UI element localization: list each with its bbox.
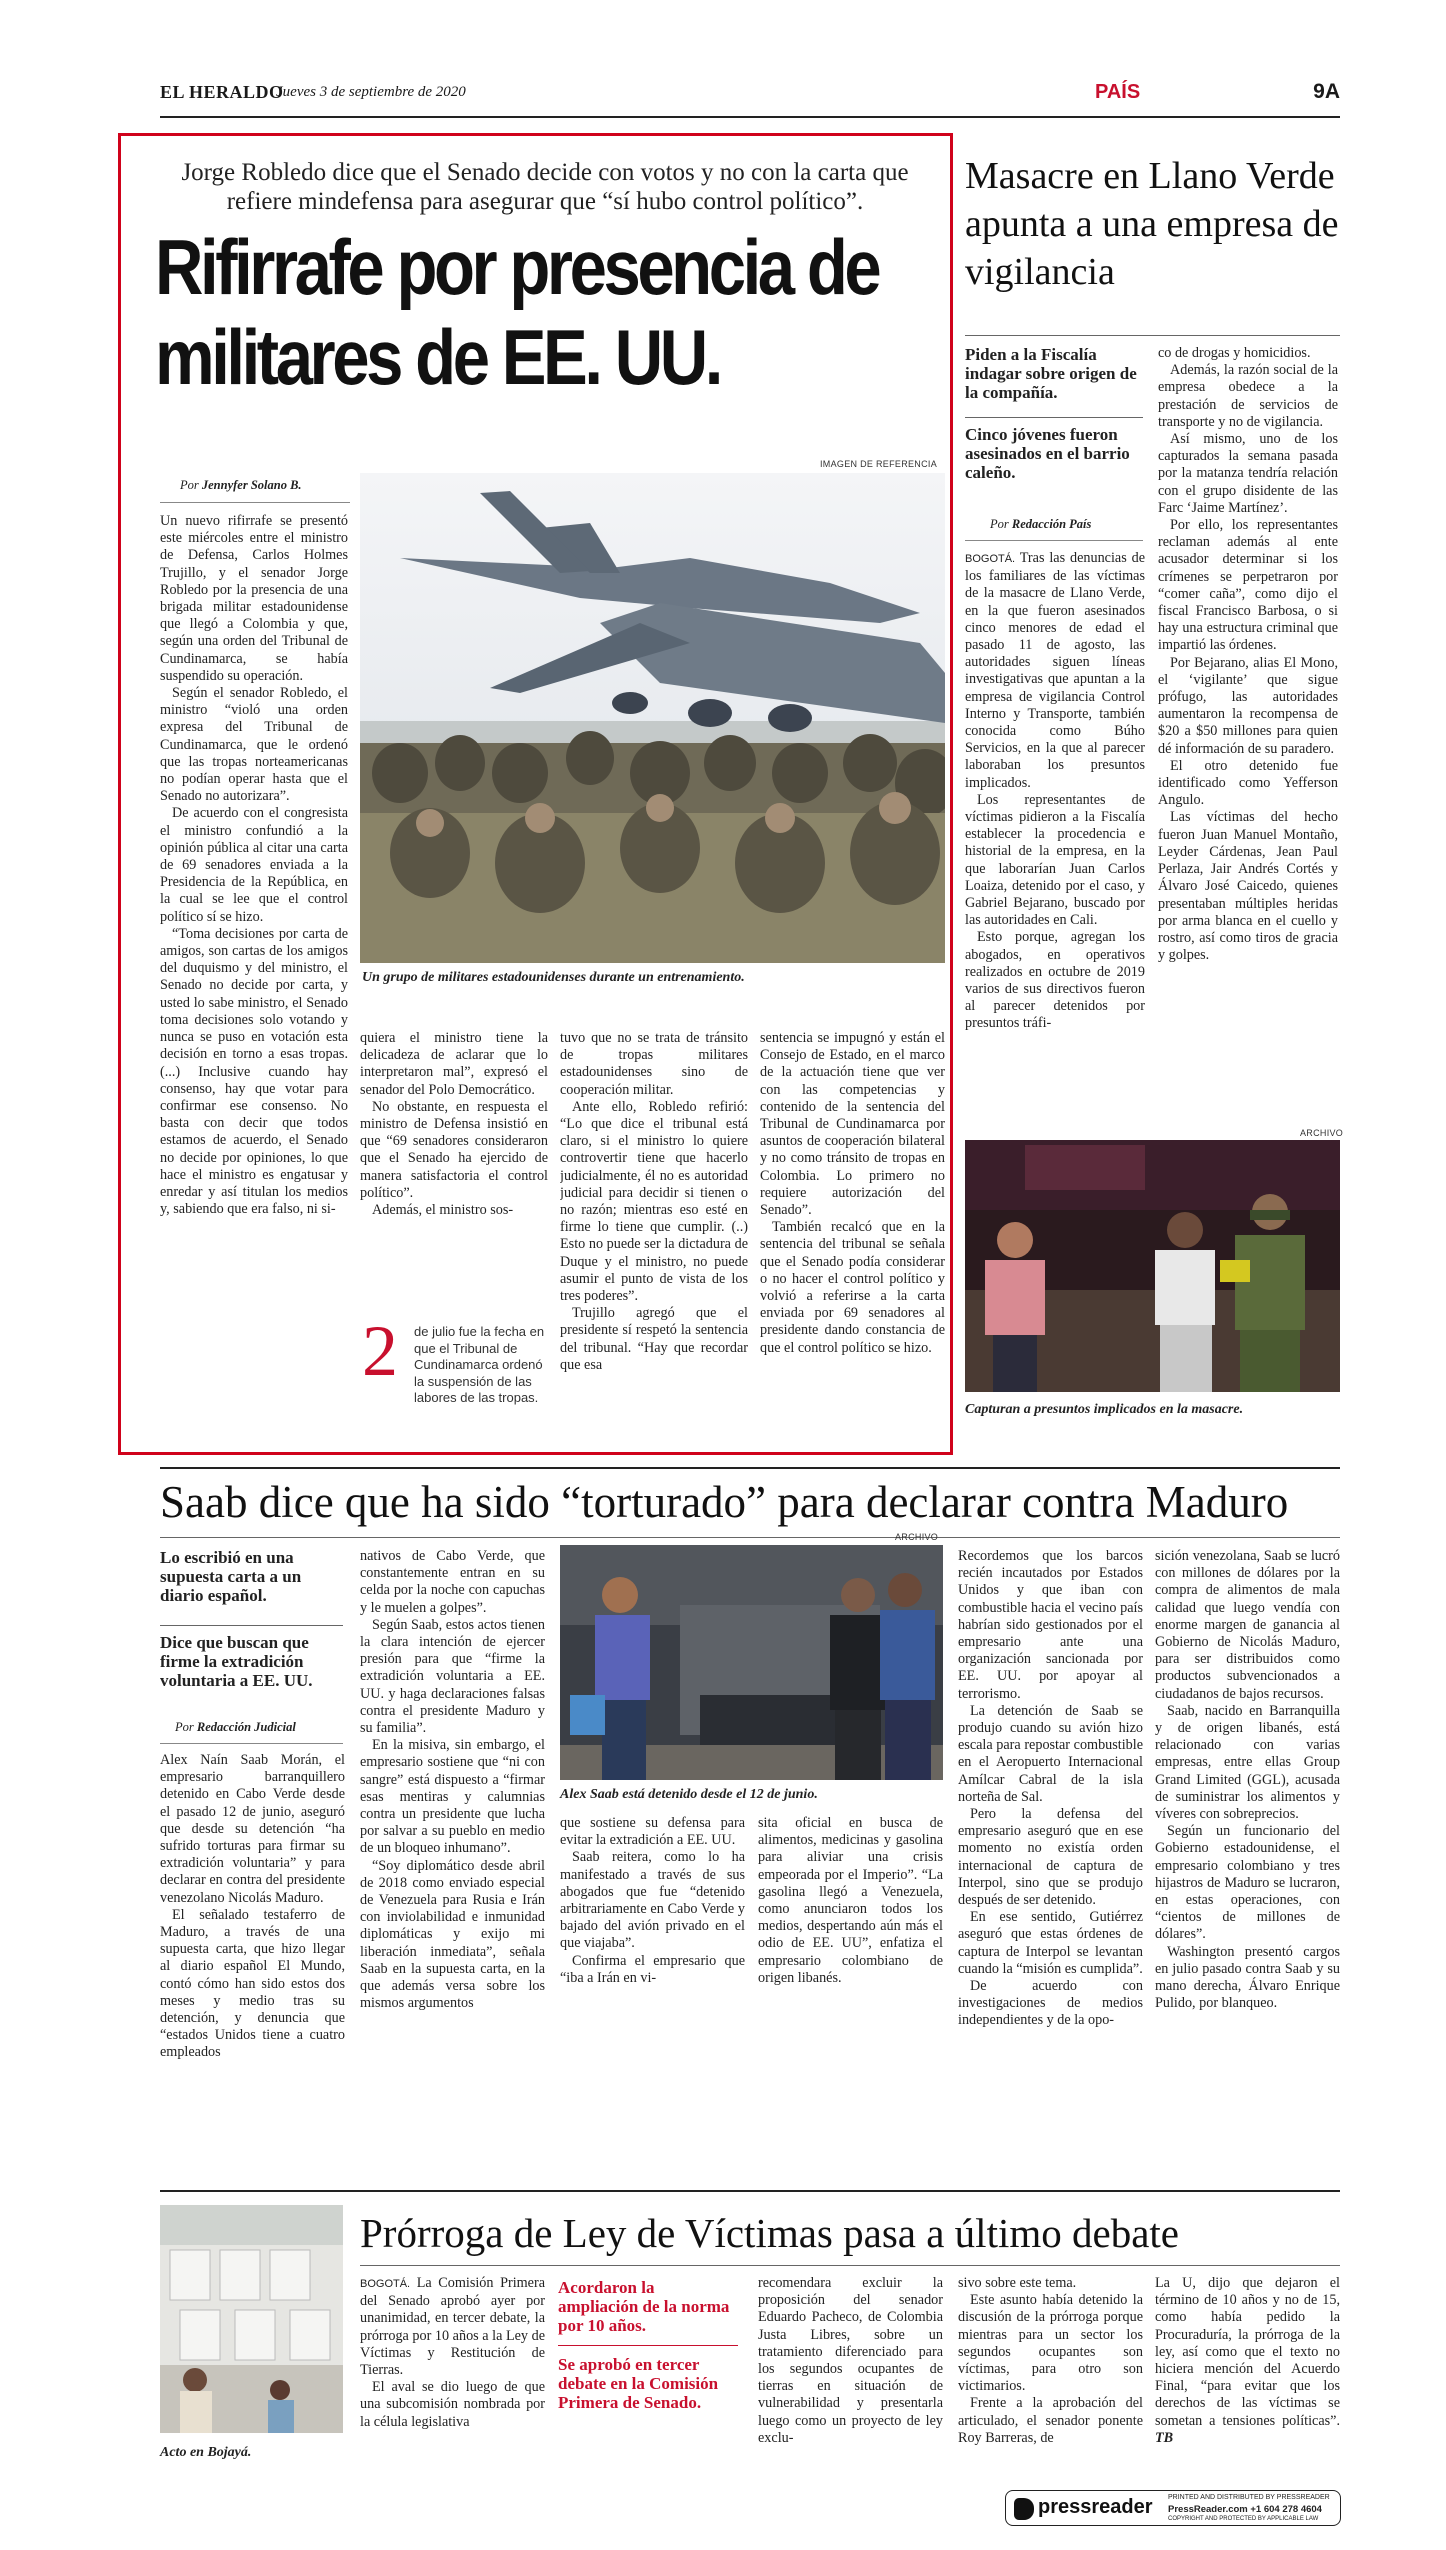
victimas-dateline: BOGOTÁ. xyxy=(360,2278,411,2290)
paper-name: EL HERALDO xyxy=(160,82,284,102)
victimas-p7-text: La U, dijo que dejaron el término de 10 años y no de 15, como había pedido la Procuraduría, la prórroga de la ley, así como que el texto no hiciera mención del Acuerdo Final, “para evitar que los derechos de las víctimas se sometan a tensiones políticas”. xyxy=(1155,2275,1340,2429)
masacre-p8: Por Bejarano, alias El Mono, el ‘vigilante’ que sigue prófugo, las autoridades aumentaron la recompensa de $20 a $50 millones para quien dé información de su paradero. xyxy=(1158,654,1338,757)
victimas-p3: recomendara excluir la proposición del senador Eduardo Pacheco, de Colombia Justa Libres, sobre un tratamiento diferenciado para los segundos ocupantes de tierras en situación de vulnerabilidad y presentarla luego como un proyecto de ley exclu- xyxy=(758,2275,943,2446)
byline-author: Jennyfer Solano B. xyxy=(201,478,302,492)
victimas-image xyxy=(160,2205,343,2433)
masacre-byline-rule xyxy=(965,540,1143,541)
victimas-p2: El aval se dio luego de que una subcomisión nombrada por la célula legislativa xyxy=(360,2379,545,2430)
masacre-image xyxy=(965,1140,1340,1392)
victimas-headline-rule xyxy=(360,2265,1340,2266)
saab-p2: El señalado testaferro de Maduro, a través de una supuesta carta, que hizo llegar al diario español El Mundo, contó cómo han sido estos dos meses y medio tras su detención, y denuncia que “estados Unidos tiene a cuatro empleados xyxy=(160,1906,345,2061)
robledo-p11: sentencia se impugnó y están el Consejo de Estado, en el marco de la actuación tiene que ver con las competencias y contenido de la sentencia del Tribunal de Cundinamarca por asuntos de cooperación bilateral y no como tránsito de tropas en Colombia. Lo primero no requiere autorización del Senado”. xyxy=(760,1030,945,1219)
victimas-photo xyxy=(160,2205,343,2433)
saab-col-5 xyxy=(958,1548,1143,2178)
victimas-p5: Este asunto había detenido la discusión de la prórroga porque mientras para un sector los segundos ocupantes son víctimas, para otro son victimarios. xyxy=(958,2292,1143,2395)
saab-byline xyxy=(175,1720,296,1735)
masacre-dek-2: Cinco jóvenes fueron asesinados en el barrio caleño. xyxy=(965,425,1130,482)
victimas-p4: sivo sobre este tema. xyxy=(958,2275,1077,2291)
masacre-dek-1: Piden a la Fiscalía indagar sobre origen de la compañía. xyxy=(965,345,1137,402)
robledo-p1: Un nuevo rifirrafe se presentó este miércoles entre el ministro de Defensa, Carlos Holmes Trujillo, y el senador Jorge Robledo por la presencia de una brigada militar estadounidense que llegó a Colombia y que, según una orden del Tribunal de Cundinamarca, se había suspendido su operación. xyxy=(160,513,348,684)
saab-p7: que sostiene su defensa para evitar la extradición a EE. UU. xyxy=(560,1815,745,1849)
victimas-dek-2: Se aprobó en tercer debate en la Comisión Primera de Senado. xyxy=(558,2355,719,2412)
masacre-dateline: BOGOTÁ. xyxy=(965,553,1016,565)
masacre-p10: Las víctimas del hecho fueron Juan Manuel Montaño, Leyder Cárdenas, Jean Paul Perlaza, Jair Andrés Cortés y Álvaro José Caicedo, quienes presentaban múltiples heridas por arma blanca en el cuello y rostro, así como tiros de gracia y golpes. xyxy=(1158,809,1338,964)
saab-p15: De acuerdo con investigaciones de medios independientes y de la opo- xyxy=(958,1978,1143,2029)
robledo-col-3 xyxy=(560,1030,748,1440)
masacre-p2: Los representantes de víctimas pidieron a la Fiscalía establecer la procedencia e historial de la empresa, en la que laborarían Juan Carlos Loaiza, detenido por el caso, y Gabriel Bejarano, buscado por las autoridades en Cali. xyxy=(965,791,1145,929)
saab-col-1 xyxy=(160,1752,345,2177)
saab-photo xyxy=(560,1545,943,1780)
masacre-headline: Masacre en Llano Verde apunta a una empresa de vigilancia xyxy=(965,155,1339,293)
saab-col-2 xyxy=(360,1548,545,2178)
pressreader-line-3: COPYRIGHT AND PROTECTED BY APPLICABLE LAW xyxy=(1168,2516,1319,2522)
robledo-col-2 xyxy=(360,1030,548,1318)
saab-dek-rule xyxy=(160,1625,343,1626)
victimas-col-1 xyxy=(360,2275,545,2480)
pull-stat xyxy=(360,1311,550,1428)
masacre-photo-credit: ARCHIVO xyxy=(1300,1128,1344,1138)
masacre-p5: Además, la razón social de la empresa obedece a la prestación de servicios de transporte y no de vigilancia. xyxy=(1158,362,1338,430)
robledo-headline: Rifirrafe por presencia de militares de EE. UU. xyxy=(155,223,879,401)
robledo-byline-rule xyxy=(160,502,350,503)
saab-col-4 xyxy=(758,1815,943,2175)
robledo-p7: Además, el ministro sos- xyxy=(372,1202,514,1219)
saab-p5: En la misiva, sin embargo, el empresario sostiene que “ni con sangre” está dispuesto a “firmar esas mentiras y calumnias contra un presidente que lucha por salvar a su pueblo en medio de un bloqueo inhumano”. xyxy=(360,1737,545,1857)
saab-p8: Saab reitera, como lo ha manifestado a través de sus abogados que fue “detenido arbitrariamente en Cabo Verde y bajado del avión privado en el que viajaba”. xyxy=(560,1849,745,1952)
saab-image xyxy=(560,1545,943,1780)
masacre-byline xyxy=(990,517,1091,532)
saab-photo-credit: ARCHIVO xyxy=(895,1532,939,1542)
robledo-photo-credit: IMAGEN DE REFERENCIA xyxy=(820,459,938,469)
saab-p3: nativos de Cabo Verde, que constantemente entran en su celda por la noche con capuchas y le muelen a golpes”. xyxy=(360,1548,545,1616)
masacre-col-1 xyxy=(965,550,1145,1100)
masthead xyxy=(160,80,1340,114)
saab-p17: Saab, nacido en Barranquilla y de origen libanés, está relacionado con varias empresas, entre ellas Group Grand Limited (GGL), acusada de suministrar los alimentos y víveres con sobreprecios. xyxy=(1155,1702,1340,1823)
masacre-p4: co de drogas y homicidios. xyxy=(1158,345,1311,361)
byline-prefix: Por xyxy=(180,478,202,492)
victimas-photo-caption: Acto en Bojayá. xyxy=(160,2445,252,2460)
saab-p12: La detención de Saab se produjo cuando su avión hizo escala para repostar combustible en el Aeropuerto Internacional Amílcar Cabral de la isla norteña de Sal. xyxy=(958,1702,1143,1805)
masacre-dek-rule xyxy=(965,417,1143,418)
robledo-p5: quiera el ministro tiene la delicadeza de aclarar que lo interpretaron mal”, expresó el senador del Polo Democrático. xyxy=(360,1030,548,1098)
victimas-p1 xyxy=(360,2275,545,2379)
victimas-headline: Prórroga de Ley de Víctimas pasa a último debate xyxy=(360,2210,1179,2256)
saab-p13: Pero la defensa del empresario aseguró que en ese momento no existía orden internacional de captura de Interpol, sino que se produjo después de ser detenido. xyxy=(958,1806,1143,1909)
saab-photo-caption: Alex Saab está detenido desde el 12 de junio. xyxy=(560,1787,818,1802)
saab-headline: Saab dice que ha sido “torturado” para declarar contra Maduro xyxy=(160,1477,1289,1527)
saab-p10: sita oficial en busca de alimentos, medicinas y gasolina para aliviar una crisis empeorada por el Imperio”. “La gasolina llegó a Venezuela, como anunciaron todos los medios, despertando aún más el odio de EE. UU”, enfatiza el empresario colombiano de origen libanés. xyxy=(758,1815,943,1986)
saab-p14: En ese sentido, Gutiérrez aseguró que estas órdenes de captura de Interpol se levantan cuando la “misión es cumplida”. xyxy=(958,1909,1143,1977)
saab-p19: Washington presentó cargos en julio pasado contra Saab y su mano derecha, Álvaro Enrique Pulido, por blanqueo. xyxy=(1155,1943,1340,2012)
saab-dek-1: Lo escribió en una supuesta carta a un diario español. xyxy=(160,1548,302,1605)
masacre-col-2 xyxy=(1158,345,1338,1107)
pull-stat-number: 2 xyxy=(362,1311,398,1391)
victimas-dek-1: Acordaron la ampliación de la norma por 10 años. xyxy=(558,2278,730,2335)
pressreader-line-2: PressReader.com +1 604 278 4604 xyxy=(1168,2504,1322,2515)
military-image xyxy=(360,473,945,963)
robledo-p12: También recalcó que en la sentencia del tribunal se señala que el Senado podía considerar o no hacer el control político y volvió a referirse a la carta enviada por 69 senadores al presidente dando constancia de que el control político se hizo. xyxy=(760,1219,945,1356)
masacre-p7: Por ello, los representantes reclaman además al ente acusador determinar si los crímenes se perpetraron por “comer caña”, como dijo el fiscal Francisco Barbosa, o si hay una estructura criminal que impartió las órdenes. xyxy=(1158,517,1338,654)
masacre-photo-caption: Capturan a presuntos implicados en la masacre. xyxy=(965,1402,1244,1417)
robledo-byline xyxy=(180,478,302,493)
masacre-p1-text: Tras las denuncias de los familiares de las víctimas de la masacre de Llano Verde, en la que fueron asesinados cinco menores de edad el pasado 11 de agosto, las autoridades siguen líneas investigativas que apuntan a la empresa de vigilancia Control Interno y Transporte, también conocida como Búho Servicios, en la que al parecer laboraban los presuntos implicados. xyxy=(965,550,1145,791)
robledo-kicker: Jorge Robledo dice que el Senado decide con votos y no con la carta que refiere mindefensa para asegurar que “sí hubo control político”. xyxy=(181,159,909,215)
saab-headline-rule xyxy=(160,1537,1340,1538)
robledo-col-4 xyxy=(760,1030,945,1440)
masacre-p3: Esto porque, agregan los abogados, en operativos realizados en octubre de 2019 varios de sus directivos fueron al parecer detenidos por presuntos tráfi- xyxy=(965,929,1145,1032)
saab-p9: Confirma el empresario que “iba a Irán en vi- xyxy=(560,1952,745,1986)
section-divider-2 xyxy=(160,2190,1340,2192)
victimas-p7 xyxy=(1155,2275,1340,2447)
victimas-p1-text: La Comisión Primera del Senado aprobó ayer por unanimidad, en tercer debate, la prórroga por 10 años a la Ley de Víctimas y Restitución de Tierras. xyxy=(360,2275,545,2379)
saab-byline-author: Redacción Judicial xyxy=(196,1720,296,1734)
saab-p16: sición venezolana, Saab se lucró con millones de dólares por la compra de alimentos de mala calidad que luego vendía con enorme margen de ganancia al Gobierno de Nicolás Maduro, para ser distribuidos como productos subvencionados a ciudadanos de bajos recursos. xyxy=(1155,1548,1340,1702)
saab-p18: Según un funcionario del Gobierno estadounidense, el empresario colombiano y tres hijastros de Maduro se lucraron, en estas operaciones, con “cientos de millones de dólares”. xyxy=(1155,1823,1340,1943)
masacre-p1 xyxy=(965,550,1145,792)
masacre-headline-rule xyxy=(965,335,1340,336)
robledo-col-1 xyxy=(160,513,348,1448)
robledo-photo-caption: Un grupo de militares estadounidenses durante un entrenamiento. xyxy=(362,970,745,985)
section-label: PAÍS xyxy=(1095,81,1141,103)
robledo-p4: “Toma decisiones por carta de amigos, son cartas de los amigos del duquismo y del ministro, el Senado no decide por carta, y usted lo sabe ministro, el Senado toma decisiones solo votando y nunca se puso en votación esta decisión en torno a esas tropas. (...) Inclusive cuando hay consenso, hay que votar para confirmar ese consenso. No basta con decir que todos estamos de acuerdo, el Senado no decide por opiniones, lo que hace el ministro es engatusar y enredar y así titulan los medios y, sabiendo que era falso, ni si- xyxy=(160,925,348,1218)
saab-byline-rule xyxy=(160,1743,343,1744)
pressreader-badge[interactable] xyxy=(1005,2490,1341,2526)
victimas-signature: TB xyxy=(1155,2429,1174,2446)
victimas-col-4 xyxy=(1155,2275,1340,2480)
masthead-rule xyxy=(160,116,1340,118)
victimas-col-2 xyxy=(758,2275,943,2480)
pull-stat-text: de julio fue la fecha en que el Tribunal de Cundinamarca ordenó la suspensión de las labores de las tropas. xyxy=(414,1324,545,1405)
victimas-dek-rule xyxy=(558,2345,738,2346)
robledo-p6: No obstante, en respuesta el ministro de Defensa insistió en que “69 senadores consideraron que el Senado ha ejercido de manera satisfactoria el control político”. xyxy=(360,1098,548,1201)
saab-p1: Alex Naín Saab Morán, el empresario barranquillero detenido en Cabo Verde desde el pasado 12 de junio, aseguró que desde su detención “ha sufrido torturas para firmar su extradición voluntaria” y para declarar en contra del presidente venezolano Nicolás Maduro. xyxy=(160,1752,345,1906)
saab-byline-prefix: Por xyxy=(175,1720,197,1734)
saab-col-3 xyxy=(560,1815,745,2175)
pressreader-logo-icon xyxy=(1014,2498,1034,2520)
masacre-byline-prefix: Por xyxy=(990,517,1012,531)
masacre-byline-author: Redacción País xyxy=(1011,517,1092,531)
section-divider-1 xyxy=(160,1467,1340,1469)
masacre-p6: Así mismo, uno de los capturados la semana pasada por la matanza tendría relación con el grupo disidente de las Farc ‘Jaime Martínez’. xyxy=(1158,431,1338,516)
victimas-col-3 xyxy=(958,2275,1143,2480)
saab-p6: “Soy diplomático desde abril de 2018 como enviado especial de Venezuela para Rusia e Irán con inviolabilidad e inmunidad diplomáticas y exijo mi liberación inmediata”, señala Saab en la supuesta carta, en la que además versa sobre los mismos argumentos xyxy=(360,1857,545,2012)
saab-p11: Recordemos que los barcos recién incautados por Estados Unidos y que iban con combustible hacia el vecino país habrían sido gestionados por el empresario ante una organización sancionada por EE. UU. por apoyar al terrorismo. xyxy=(958,1548,1143,1702)
robledo-p10: Trujillo agregó que el presidente sí respetó la sentencia del tribunal. “Hay que recordar que esa xyxy=(560,1305,748,1373)
robledo-p9: Ante ello, Robledo refirió: “Lo que dice el tribunal está claro, si el ministro lo quiere controvertir tiene que hacerlo judicialmente, él no es autoridad judicial para decidir si tienen o no razón; mientras eso esté en firme lo tiene que cumplir. (..) Esto no puede ser la dictadura de Duque y el ministro, no puede asumir el punto de vista de los tres poderes”. xyxy=(560,1098,748,1305)
pressreader-brand: pressreader xyxy=(1038,2496,1153,2518)
robledo-p8: tuvo que no se trata de tránsito de tropas militares estadounidenses sino de cooperación militar. xyxy=(560,1030,748,1098)
saab-p4: Según Saab, estos actos tienen la clara intención de ejercer presión para que “firme la extradición voluntaria a EE. UU. y haga declaraciones falsas contra el presidente Maduro y su familia”. xyxy=(360,1616,545,1737)
military-photo xyxy=(360,473,945,963)
robledo-p3: De acuerdo con el congresista el ministro confundió a la opinión pública al citar una carta de 69 senadores enviada a la Presidencia de la República, en la cual se lee que el control político sí se hizo. xyxy=(160,805,348,925)
issue-date: Jueves 3 de septiembre de 2020 xyxy=(276,84,466,100)
masacre-photo xyxy=(965,1140,1340,1392)
robledo-p2: Según el senador Robledo, el ministro “violó una orden expresa del Tribunal de Cundinamarca, que le ordenó que las tropas norteamericanas no podían operar hasta que el Senado no autorizara”. xyxy=(160,685,348,805)
saab-dek-2: Dice que buscan que firme la extradición voluntaria a EE. UU. xyxy=(160,1633,313,1690)
masacre-p9: El otro detenido fue identificado como Yefferson Angulo. xyxy=(1158,757,1338,809)
pressreader-line-1: PRINTED AND DISTRIBUTED BY PRESSREADER xyxy=(1168,2494,1330,2501)
victimas-p6: Frente a la aprobación del articulado, el senador ponente Roy Barreras, de xyxy=(958,2395,1143,2446)
page-number: 9A xyxy=(1313,80,1340,103)
saab-col-6 xyxy=(1155,1548,1340,2178)
